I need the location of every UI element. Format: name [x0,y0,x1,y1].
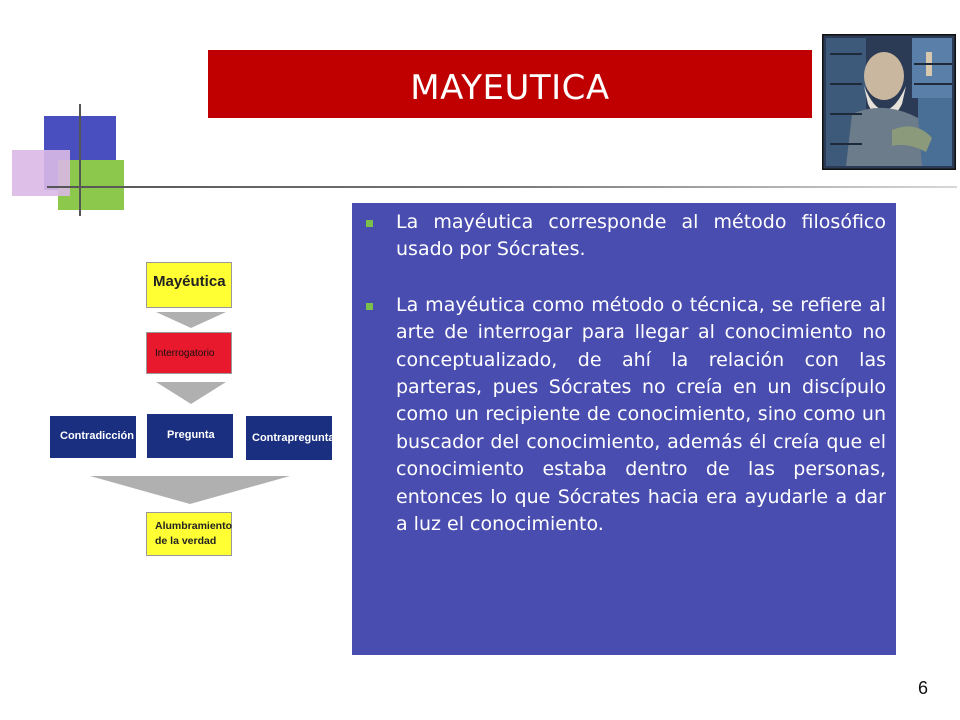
diagram-arrow-2 [156,382,226,406]
decor-vertical-line [79,104,81,216]
page-number: 6 [918,678,929,698]
decor-pink-square [12,150,70,196]
bullet-list [396,209,886,566]
alumbramiento-line2: de la verdad [155,535,217,547]
title-bar [208,50,812,118]
diagram-arrow-3 [90,476,290,506]
socrates-portrait-image [822,34,956,170]
diagram-box-pregunta: Pregunta [147,414,233,458]
diagram-box-alumbramiento [146,512,232,556]
content-panel [352,203,896,655]
alumbramiento-line1: Alumbramiento [155,520,233,532]
diagram-box-mayeutica: Mayéutica [146,262,232,308]
slide-title: MAYEUTICA [410,68,610,108]
diagram-box-contradiccion: Contradicción [50,416,136,458]
bullet-text: La mayéutica corresponde al método filosófico usado por Sócrates. [396,211,886,261]
bullet-square-icon [366,220,373,227]
diagram-box-interrogatorio: Interrogatorio [146,332,232,374]
bullet-item [396,209,886,264]
diagram-box-contrapregunta: Contrapregunta [246,416,332,460]
decor-horizontal-line [47,186,957,188]
bullet-item [396,292,886,539]
diagram-arrow-1 [156,312,226,330]
bullet-square-icon [366,303,373,310]
bullet-text: La mayéutica como método o técnica, se refiere al arte de interrogar para llegar al conocimiento no conceptualizado, de ahí la relación con las parteras, pues Sócrates no creía en un discípulo como un recipiente de conocimiento, sino como un buscador del conocimiento, además él creía que el conocimiento estaba dentro de las personas, entonces lo que Sócrates hacia era ayudarle a dar a luz el conocimiento. [396,293,886,536]
